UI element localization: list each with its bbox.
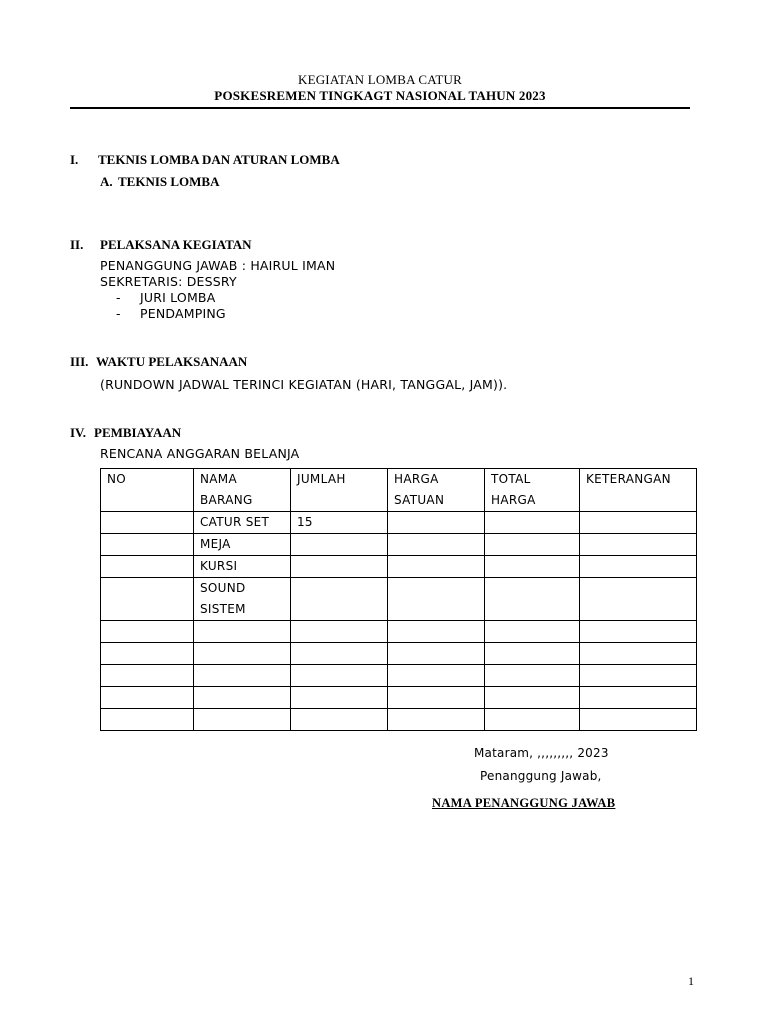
title-divider	[70, 107, 690, 109]
cell-keterangan	[580, 512, 697, 534]
cell-total-harga	[485, 578, 580, 621]
cell-total-harga	[485, 643, 580, 665]
cell-jumlah	[291, 687, 388, 709]
section-1a-number: A.	[100, 174, 113, 189]
cell-harga-satuan	[388, 643, 485, 665]
table-row	[101, 687, 697, 709]
document-title-line1: KEGIATAN LOMBA CATUR	[297, 72, 463, 87]
cell-no	[101, 687, 194, 709]
cell-keterangan	[580, 621, 697, 643]
header-cell-no: NO	[101, 469, 194, 512]
cell-nama-barang: SOUND SISTEM	[194, 578, 291, 621]
section-1-heading	[70, 152, 340, 168]
place-date: Mataram, ,,,,,,,,, 2023	[474, 746, 609, 760]
rundown-line: (RUNDOWN JADWAL TERINCI KEGIATAN (HARI, TANGGAL, JAM)).	[100, 377, 508, 392]
section-1a-title: TEKNIS LOMBA	[118, 174, 220, 189]
cell-jumlah	[291, 556, 388, 578]
cell-no	[101, 665, 194, 687]
header-cell-harga-satuan: HARGA SATUAN	[388, 469, 485, 512]
cell-keterangan	[580, 687, 697, 709]
bullet-marker: -	[116, 290, 121, 305]
cell-total-harga	[485, 512, 580, 534]
cell-jumlah	[291, 709, 388, 731]
section-2-number: II.	[70, 237, 84, 252]
page-number: 1	[688, 974, 694, 988]
cell-nama-barang: CATUR SET	[194, 512, 291, 534]
cell-jumlah	[291, 621, 388, 643]
section-4-heading	[70, 425, 181, 441]
responsible-person-line: PENANGGUNG JAWAB : HAIRUL IMAN	[100, 258, 336, 273]
cell-total-harga	[485, 556, 580, 578]
cell-total-harga	[485, 621, 580, 643]
cell-nama-barang	[194, 665, 291, 687]
cell-harga-satuan	[388, 709, 485, 731]
header-cell-nama-barang: NAMA BARANG	[194, 469, 291, 512]
cell-no	[101, 534, 194, 556]
bullet-juri-lomba: JURI LOMBA	[140, 290, 216, 305]
signature-role: Penanggung Jawab,	[480, 769, 602, 783]
cell-total-harga	[485, 534, 580, 556]
cell-harga-satuan	[388, 512, 485, 534]
section-1a-heading	[100, 174, 220, 190]
cell-no	[101, 621, 194, 643]
section-4-number: IV.	[70, 425, 87, 440]
cell-total-harga	[485, 665, 580, 687]
budget-table	[100, 468, 697, 731]
cell-nama-barang: MEJA	[194, 534, 291, 556]
cell-harga-satuan	[388, 556, 485, 578]
table-header-row	[101, 469, 697, 512]
secretary-line: SEKRETARIS: DESSRY	[100, 274, 237, 289]
section-1-number: I.	[70, 152, 79, 167]
cell-harga-satuan	[388, 687, 485, 709]
cell-keterangan	[580, 578, 697, 621]
bullet-marker: -	[116, 306, 121, 321]
cell-no	[101, 643, 194, 665]
header-cell-total-harga: TOTAL HARGA	[485, 469, 580, 512]
cell-nama-barang	[194, 687, 291, 709]
cell-nama-barang	[194, 709, 291, 731]
section-3-heading	[70, 354, 247, 370]
cell-nama-barang	[194, 643, 291, 665]
table-row	[101, 534, 697, 556]
cell-total-harga	[485, 709, 580, 731]
cell-keterangan	[580, 709, 697, 731]
section-3-number: III.	[70, 354, 89, 369]
section-4-title: PEMBIAYAAN	[94, 425, 182, 440]
cell-no	[101, 578, 194, 621]
cell-keterangan	[580, 643, 697, 665]
cell-harga-satuan	[388, 665, 485, 687]
cell-jumlah: 15	[291, 512, 388, 534]
cell-nama-barang	[194, 621, 291, 643]
section-3-title: WAKTU PELAKSANAAN	[96, 354, 248, 369]
cell-no	[101, 512, 194, 534]
header-cell-jumlah: JUMLAH	[291, 469, 388, 512]
budget-plan-caption: RENCANA ANGGARAN BELANJA	[100, 446, 300, 461]
cell-harga-satuan	[388, 578, 485, 621]
cell-keterangan	[580, 556, 697, 578]
cell-jumlah	[291, 665, 388, 687]
table-row	[101, 621, 697, 643]
document-title-line2: POSKESREMEN TINGKAGT NASIONAL TAHUN 2023	[214, 88, 546, 103]
section-2-heading	[70, 237, 252, 253]
cell-jumlah	[291, 643, 388, 665]
cell-nama-barang: KURSI	[194, 556, 291, 578]
table-row	[101, 709, 697, 731]
cell-harga-satuan	[388, 534, 485, 556]
table-row	[101, 512, 697, 534]
table-row	[101, 578, 697, 621]
section-2-title: PELAKSANA KEGIATAN	[100, 237, 252, 252]
cell-no	[101, 709, 194, 731]
table-row	[101, 665, 697, 687]
cell-jumlah	[291, 534, 388, 556]
cell-harga-satuan	[388, 621, 485, 643]
cell-total-harga	[485, 687, 580, 709]
header-cell-keterangan: KETERANGAN	[580, 469, 697, 512]
section-1-title: TEKNIS LOMBA DAN ATURAN LOMBA	[98, 152, 340, 167]
table-row	[101, 556, 697, 578]
signatory-name: NAMA PENANGGUNG JAWAB	[432, 796, 616, 810]
cell-keterangan	[580, 534, 697, 556]
table-row	[101, 643, 697, 665]
cell-no	[101, 556, 194, 578]
cell-jumlah	[291, 578, 388, 621]
cell-keterangan	[580, 665, 697, 687]
bullet-pendamping: PENDAMPING	[140, 306, 226, 321]
